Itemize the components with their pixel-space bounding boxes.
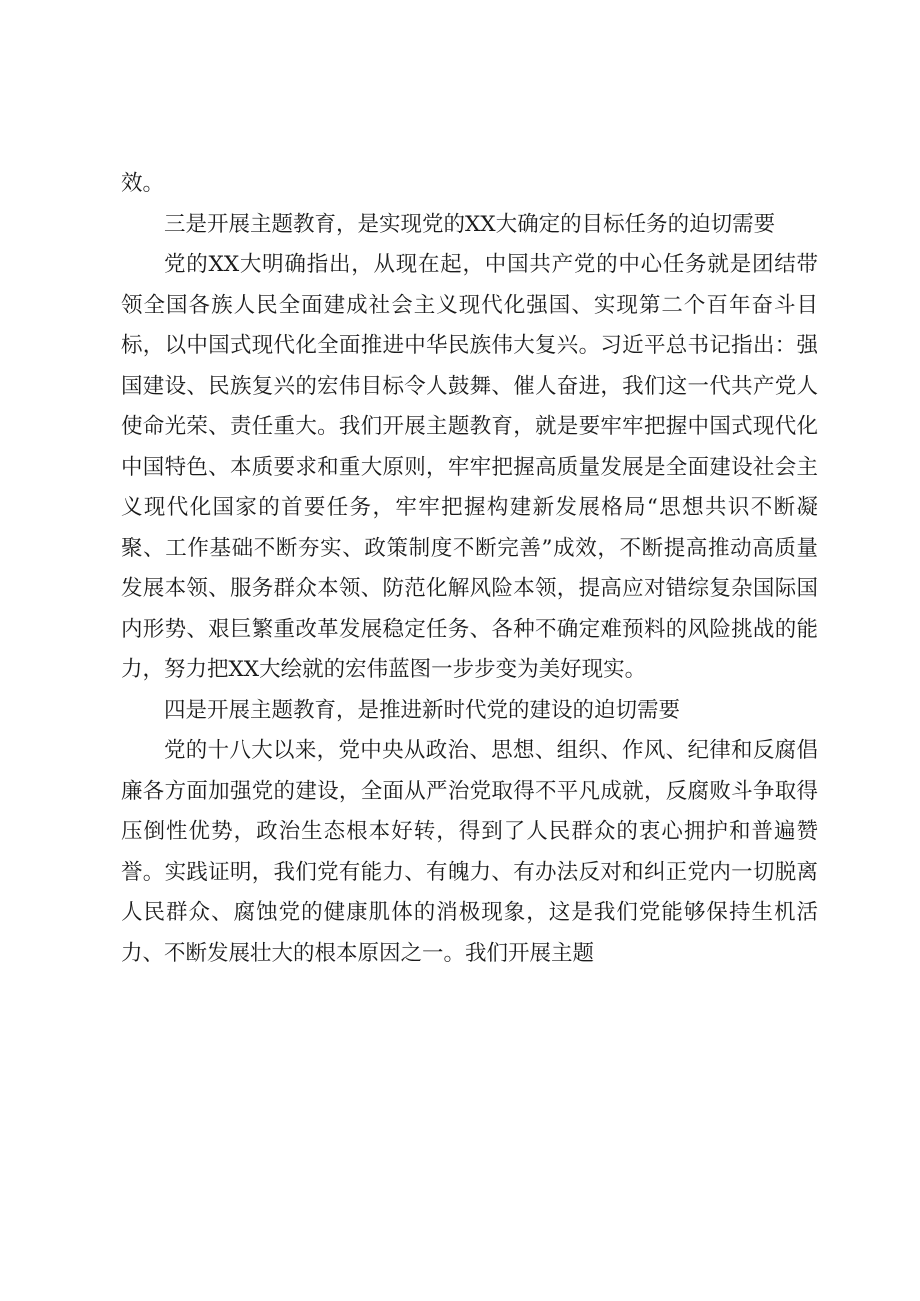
paragraph-body: 党的XX大明确指出，从现在起，中国共产党的中心任务就是团结带领全国各族人民全面建成社会主义现代化强国、实现第二个百年奋斗目标，以中国式现代化全面推进中华民族伟大复兴。习近平总书记指出：强国建设、民族复兴的宏伟目标令人鼓舞、催人奋进，我们这一代共产党人使命光荣、责任重大。我们开展主题教育，就是要牢牢把握中国式现代化中国特色、本质要求和重大原则，牢牢把握高质量发展是全面建设社会主义现代化国家的首要任务，牢牢把握构建新发展格局“思想共识不断凝聚、工作基础不断夯实、政策制度不断完善”成效，不断提高推动高质量发展本领、服务群众本领、防范化解风险本领，提高应对错综复杂国际国内形势、艰巨繁重改革发展稳定任务、各种不确定难预料的风险挑战的能力，努力把XX大绘就的宏伟蓝图一步步变为美好现实。 [121, 252, 818, 682]
section-heading-three: 三是开展主题教育，是实现党的XX大确定的目标任务的迫切需要 [164, 211, 776, 237]
section-heading-four: 四是开展主题教育，是推进新时代党的建设的迫切需要 [164, 697, 681, 723]
paragraph-body: 党的十八大以来，党中央从政治、思想、组织、作风、纪律和反腐倡廉各方面加强党的建设，全面从严治党取得不平凡成就，反腐败斗争取得压倒性优势，政治生态根本好转，得到了人民群众的衷心拥护和普遍赞誉。实践证明，我们党有能力、有魄力、有办法反对和纠正党内一切脱离人民群众、腐蚀党的健康肌体的消极现象，这是我们党能够保持生机活力、不断发展壮大的根本原因之一。我们开展主题 [121, 738, 818, 966]
document-body [121, 164, 818, 974]
paragraph-continuation: 效。 [121, 171, 165, 196]
